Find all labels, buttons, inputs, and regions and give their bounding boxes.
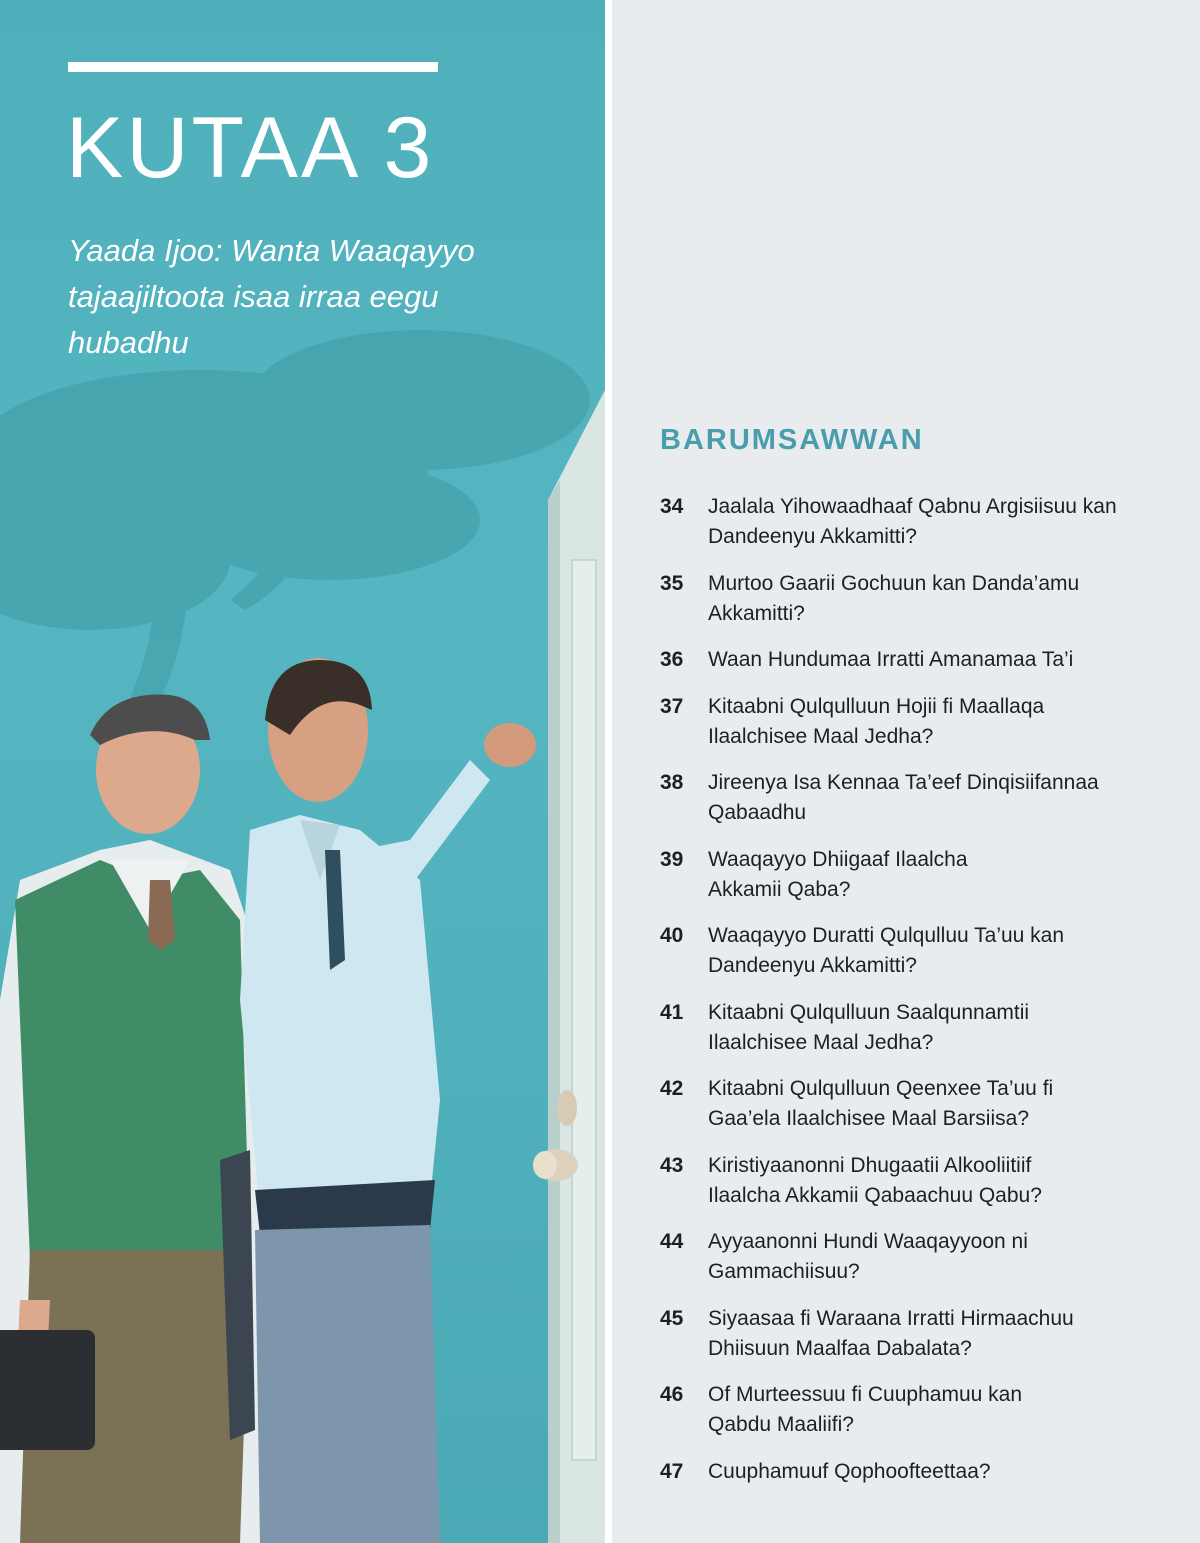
lesson-number: 42 [660, 1077, 684, 1100]
panel-divider [605, 0, 612, 1543]
lesson-title: Kitaabni Qulqulluun Qeenxee Ta’uu fi Gaa’ela Ilaalchisee Maal Barsiisa? [708, 1077, 1054, 1130]
lesson-number: 35 [660, 571, 684, 595]
chapter-subtitle: Yaada Ijoo: Wanta Waaqayyo tajaajiltoota isaa irraa eegu hubadhu [68, 233, 475, 360]
lesson-number: 41 [660, 1000, 684, 1024]
lesson-title: Ayyaanonni Hundi Waaqayyoon ni Gammachiisuu? [708, 1230, 1028, 1283]
older-man-figure [0, 695, 260, 1543]
lesson-number: 39 [660, 847, 684, 871]
lesson-title: Waan Hundumaa Irratti Amanamaa Ta’i [708, 648, 1074, 671]
lesson-item-36[interactable] [660, 645, 1180, 692]
lesson-item-41[interactable] [660, 998, 1180, 1075]
lesson-item-45[interactable] [660, 1304, 1180, 1381]
lesson-title: Waaqayyo Dhiigaaf Ilaalcha Akkamii Qaba? [708, 847, 968, 901]
lesson-title: Jireenya Isa Kennaa Ta’eef Dinqisiifannaa Qabaadhu [708, 771, 1099, 824]
contents-panel [612, 0, 1200, 1543]
lesson-number: 46 [660, 1383, 684, 1406]
chapter-title: KUTAA 3 [66, 100, 435, 196]
contents-heading: BARUMSAWWAN [660, 424, 924, 456]
lesson-title: Kitaabni Qulqulluun Saalqunnamtii Ilaalchisee Maal Jedha? [708, 1000, 1030, 1054]
lesson-item-47[interactable] [660, 1457, 1180, 1504]
lesson-item-34[interactable] [660, 492, 1180, 569]
door[interactable] [548, 390, 605, 1543]
lesson-title: Waaqayyo Duratti Qulqulluu Ta’uu kan Dandeenyu Akkamitti? [708, 924, 1065, 977]
lesson-number: 38 [660, 771, 684, 794]
lesson-item-35[interactable] [660, 569, 1180, 646]
lesson-title: Murtoo Gaarii Gochuun kan Danda’amu Akkamitti? [708, 571, 1080, 625]
lesson-number: 40 [660, 924, 684, 947]
lesson-title: Of Murteessuu fi Cuuphamuu kan Qabdu Maaliifi? [708, 1383, 1022, 1436]
lesson-number: 43 [660, 1153, 684, 1177]
lesson-number: 37 [660, 694, 684, 718]
tree-silhouette [0, 330, 590, 720]
lesson-title: Jaalala Yihowaadhaaf Qabnu Argisiisuu kan Dandeenyu Akkamitti? [708, 495, 1117, 548]
lesson-item-42[interactable] [660, 1074, 1180, 1151]
lesson-number: 36 [660, 648, 684, 671]
lesson-item-39[interactable] [660, 845, 1180, 922]
lesson-title: Kitaabni Qulqulluun Hojii fi Maallaqa Ilaalchisee Maal Jedha? [708, 694, 1045, 748]
lesson-item-44[interactable] [660, 1227, 1180, 1304]
lesson-item-46[interactable] [660, 1380, 1180, 1457]
lesson-item-38[interactable] [660, 768, 1180, 845]
lesson-item-43[interactable] [660, 1151, 1180, 1228]
lesson-number: 44 [660, 1230, 684, 1253]
lesson-number: 45 [660, 1306, 684, 1330]
lesson-title: Cuuphamuuf Qophoofteettaa? [708, 1459, 991, 1483]
younger-man-figure [220, 658, 536, 1543]
lesson-item-40[interactable] [660, 921, 1180, 998]
title-rule [68, 62, 438, 72]
lesson-title: Siyaasaa fi Waraana Irratti Hirmaachuu Dhiisuun Maalfaa Dabalata? [708, 1306, 1074, 1360]
lesson-list [660, 492, 1180, 1503]
lesson-number: 34 [660, 495, 684, 518]
lesson-title: Kiristiyaanonni Dhugaatii Alkooliitiif Ilaalcha Akkamii Qabaachuu Qabu? [708, 1153, 1042, 1207]
lesson-number: 47 [660, 1459, 684, 1483]
lesson-item-37[interactable] [660, 692, 1180, 769]
